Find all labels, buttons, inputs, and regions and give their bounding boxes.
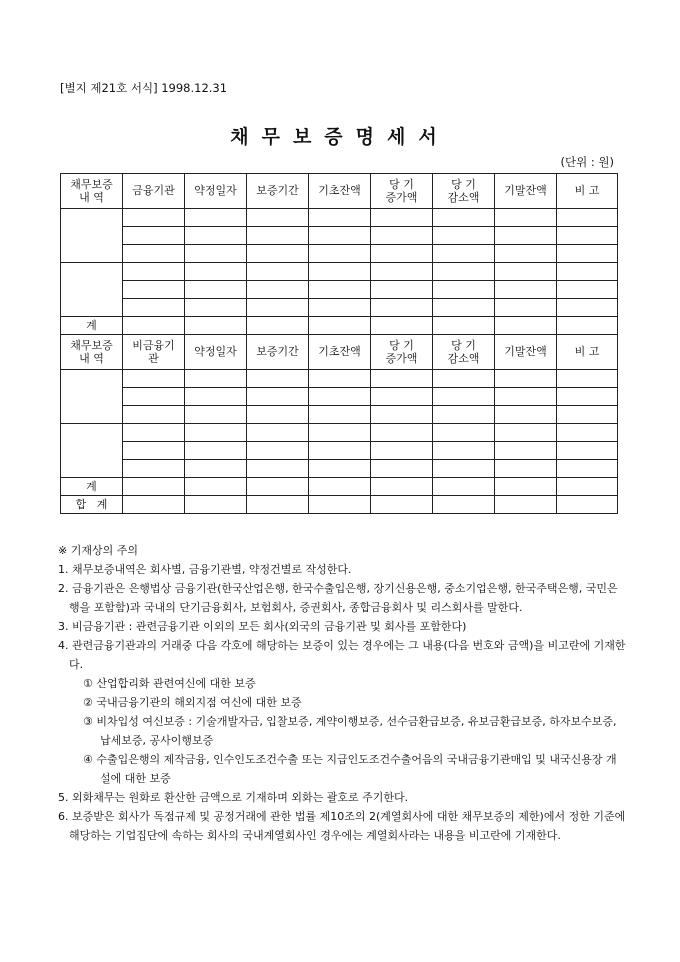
note-item: 5. 외화채무는 원화로 환산한 금액으로 기재하며 외화는 괄호로 주기한다. [58, 791, 409, 804]
header-guarantee-period: 보증기간 [247, 335, 309, 370]
header-decrease: 당 기 감소액 [433, 335, 495, 370]
page-title: 채무보증명세서 [230, 126, 450, 148]
note-item: 4. 관련금융기관과의 거래중 다음 각호에 해당하는 보증이 있는 경우에는 그 내용(다음 번호와 금액)을 비고란에 기재한다. [58, 639, 626, 671]
table-row [61, 281, 618, 299]
unit-label: (단위 : 원) [560, 155, 614, 169]
header-opening-balance: 기초잔액 [309, 174, 371, 209]
note-subitem: ① 산업합리화 관련여신에 대한 보증 [83, 677, 256, 690]
note-item: 6. 보증받은 회사가 독점규제 및 공정거래에 관한 법률 제10조의 2(계열회사에 대한 채무보증의 제한)에서 정한 기준에 해당하는 기업집단에 속하는 회사의 국내계열회사인 경우에는 계열회사라는 내용을 비고란에 기재한다. [58, 810, 626, 842]
table-row [61, 299, 618, 317]
header-increase: 당 기 증가액 [371, 335, 433, 370]
section1-header-row [61, 174, 618, 209]
subtotal-label: 계 [61, 478, 123, 496]
note-subitem: ② 국내금융기관의 해외지점 여신에 대한 보증 [83, 696, 302, 709]
table-row [61, 388, 618, 406]
guarantee-table [60, 173, 618, 514]
group-cell [61, 370, 123, 424]
subtotal-row [61, 317, 618, 335]
note-item: 2. 금융기관은 은행법상 금융기관(한국산업은행, 한국수출입은행, 장기신용은행, 중소기업은행, 한국주택은행, 국민은행을 포함함)과 국내의 단기금융회사, 보험회사, 증권회사, 종합금융회사 및 리스회사를 말한다. [58, 582, 618, 614]
total-row [61, 496, 618, 514]
header-remarks: 비 고 [557, 174, 618, 209]
table-row [61, 370, 618, 388]
table-row [61, 263, 618, 281]
note-item: 3. 비금융기관 : 관련금융기관 이외의 모든 회사(외국의 금융기관 및 회사를 포함한다) [58, 620, 467, 633]
header-closing-balance: 기말잔액 [495, 174, 557, 209]
note-item: 1. 채무보증내역은 회사별, 금융기관별, 약정건별로 작성한다. [58, 563, 352, 576]
note-subitem: ④ 수출입은행의 제작금융, 인수인도조건수출 또는 지급인도조건수출어음의 국내금융기관매입 및 내국신용장 개설에 대한 보증 [83, 753, 617, 785]
group-cell [61, 424, 123, 478]
table-row [61, 209, 618, 227]
header-closing-balance: 기말잔액 [495, 335, 557, 370]
header-guarantee-period: 보증기간 [247, 174, 309, 209]
notes-heading: ※ 기재상의 주의 [58, 544, 138, 557]
table-row [61, 406, 618, 424]
table-row [61, 442, 618, 460]
group-cell [61, 209, 123, 263]
table-row [61, 460, 618, 478]
header-financial-institution: 금융기관 [123, 174, 185, 209]
header-non-financial-institution: 비금융기 관 [123, 335, 185, 370]
section2-header-row [61, 335, 618, 370]
table-row [61, 227, 618, 245]
notes-section [58, 541, 626, 845]
header-increase: 당 기 증가액 [371, 174, 433, 209]
header-guarantee-details: 채무보증 내 역 [61, 174, 123, 209]
table-row [61, 245, 618, 263]
header-contract-date: 약정일자 [185, 174, 247, 209]
note-subitem: ③ 비차입성 여신보증 : 기술개발자금, 입찰보증, 계약이행보증, 선수금환급보증, 유보금환급보증, 하자보수보증, 납세보증, 공사이행보증 [83, 715, 617, 747]
total-label: 합 계 [61, 496, 123, 514]
header-contract-date: 약정일자 [185, 335, 247, 370]
header-opening-balance: 기초잔액 [309, 335, 371, 370]
table-row [61, 424, 618, 442]
header-guarantee-details: 채무보증 내 역 [61, 335, 123, 370]
header-decrease: 당 기 감소액 [433, 174, 495, 209]
header-remarks: 비 고 [557, 335, 618, 370]
subtotal-label: 계 [61, 317, 123, 335]
form-label: [별지 제21호 서식] 1998.12.31 [60, 81, 228, 95]
subtotal-row [61, 478, 618, 496]
group-cell [61, 263, 123, 317]
